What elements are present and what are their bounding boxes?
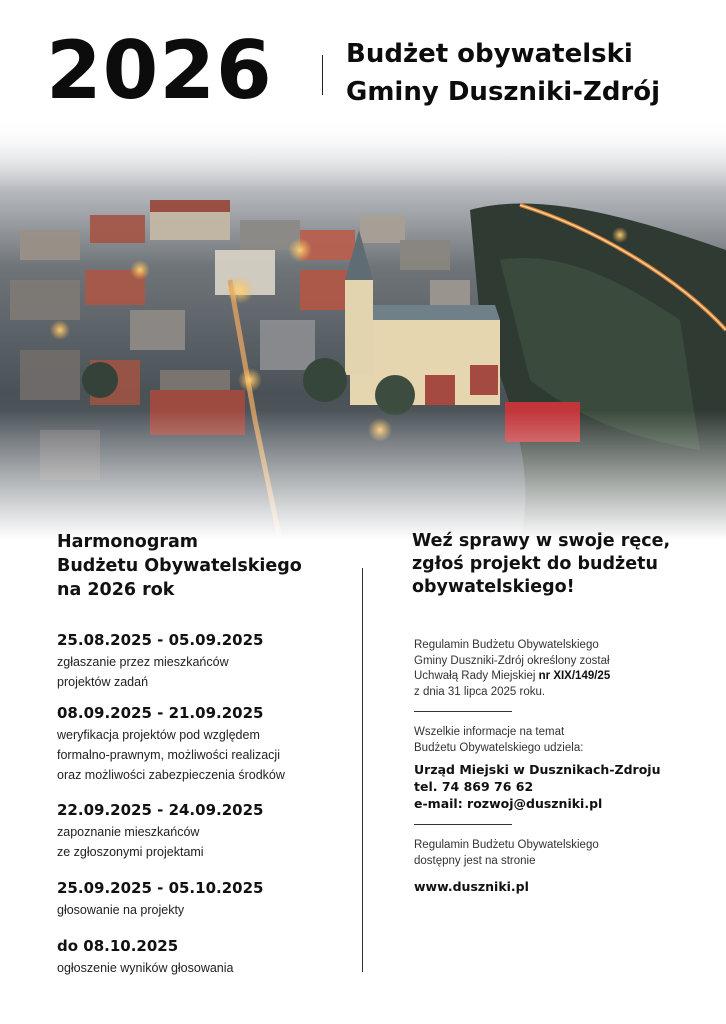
phase-date: 22.09.2025 - 24.09.2025 [57, 801, 264, 819]
schedule-phase [57, 800, 357, 862]
info-line: Budżetu Obywatelskiego udziela: [414, 741, 584, 754]
section-rule [414, 824, 512, 825]
schedule-phase [57, 703, 357, 785]
resolution-prefix: Uchwałą Rady Miejskiej [414, 670, 539, 682]
availability-note [414, 838, 704, 869]
header-divider [322, 55, 323, 95]
office-name: Urząd Miejski w Dusznikach-Zdroju [414, 762, 661, 777]
slogan-line: obywatelskiego! [412, 577, 575, 597]
schedule-section [57, 530, 357, 975]
schedule-title [57, 530, 357, 602]
phase-description [57, 652, 357, 692]
phase-date: 08.09.2025 - 21.09.2025 [57, 704, 264, 722]
phase-date: 25.09.2025 - 05.10.2025 [57, 879, 264, 897]
phone-number: tel. 74 869 76 62 [414, 779, 534, 794]
phase-description-line: głosowanie na projekty [57, 903, 185, 917]
year-heading: 2026 [46, 24, 273, 117]
schedule-title-line: na 2026 rok [57, 580, 175, 600]
phase-description [57, 725, 357, 785]
schedule-phase [57, 936, 357, 978]
info-section [412, 530, 712, 894]
info-note [414, 725, 704, 756]
phase-description-line: formalno-prawnym, możliwości realizacji [57, 748, 280, 762]
phase-description-line: ze zgłoszonymi projektami [57, 845, 204, 859]
schedule-title-line: Budżetu Obywatelskiego [57, 556, 302, 576]
aerial-town-view-icon [0, 120, 726, 540]
aerial-town-photo [0, 120, 726, 540]
phase-description-line: weryfikacja projektów pod względem [57, 728, 260, 742]
phase-date: 25.08.2025 - 05.09.2025 [57, 631, 264, 649]
info-line: Wszelkie informacje na temat [414, 726, 565, 738]
title-line-2: Gminy Duszniki-Zdrój [346, 77, 661, 107]
phase-description-line: oraz możliwości zabezpieczenia środków [57, 768, 285, 782]
phase-description [57, 900, 357, 920]
email-address[interactable]: e-mail: rozwoj@duszniki.pl [414, 796, 603, 811]
section-rule [414, 711, 512, 712]
phase-description-line: ogłoszenie wyników głosowania [57, 961, 234, 975]
regulation-line: Gminy Duszniki-Zdrój określony został [414, 654, 610, 667]
website-link[interactable]: www.duszniki.pl [414, 879, 529, 894]
regulation-line [414, 669, 704, 685]
phase-date: do 08.10.2025 [57, 937, 179, 955]
phase-description [57, 822, 357, 862]
availability-line: Regulamin Budżetu Obywatelskiego [414, 839, 599, 851]
slogan-line: Weź sprawy w swoje ręce, [412, 531, 671, 551]
column-divider [362, 568, 363, 972]
regulation-line: Regulamin Budżetu Obywatelskiego [414, 639, 599, 651]
phase-description-line: zgłaszanie przez mieszkańców [57, 655, 229, 669]
phase-description [57, 958, 357, 978]
availability-line: dostępny jest na stronie [414, 854, 536, 867]
schedule-phase [57, 878, 357, 920]
slogan [412, 530, 712, 599]
schedule-phase [57, 630, 357, 692]
schedule-title-line: Harmonogram [57, 532, 199, 552]
regulation-note [414, 638, 704, 700]
slogan-line: zgłoś projekt do budżetu [412, 554, 658, 574]
header [0, 0, 726, 130]
title-line-1: Budżet obywatelski [346, 39, 633, 69]
phase-description-line: projektów zadań [57, 675, 149, 689]
regulation-line: z dnia 31 lipca 2025 roku. [414, 685, 546, 698]
phase-description-line: zapoznanie mieszkańców [57, 825, 200, 839]
contact-block [414, 761, 714, 812]
resolution-number: nr XIX/149/25 [538, 670, 611, 682]
